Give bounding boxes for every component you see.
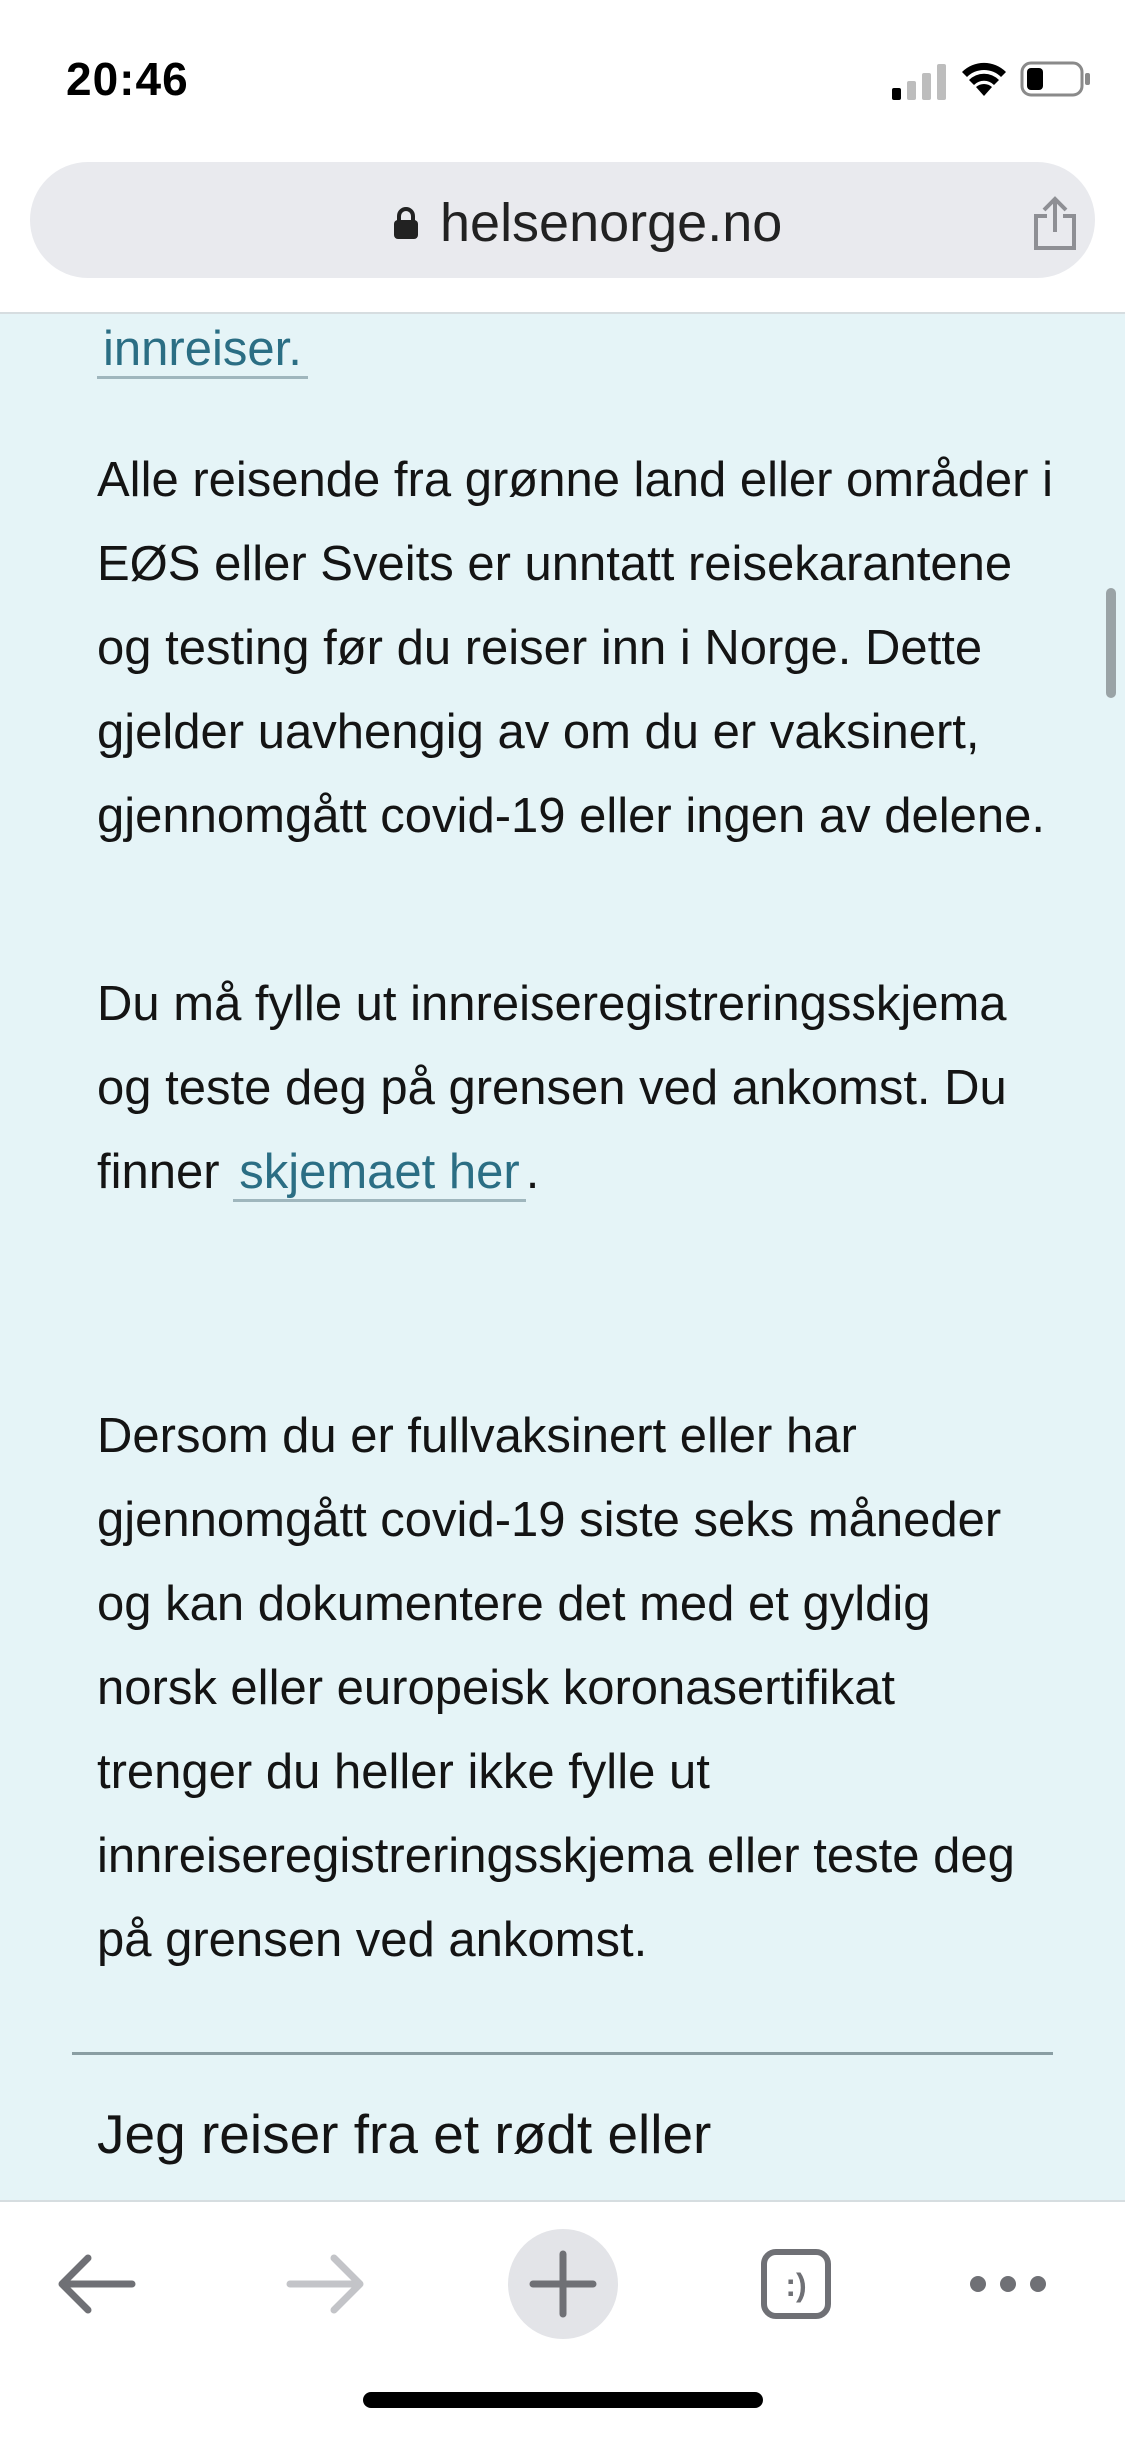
paragraph-registration-end: . <box>525 1145 540 1199</box>
form-link[interactable]: skjemaet her <box>233 1145 526 1202</box>
paragraph-registration <box>97 962 1057 1214</box>
paragraph-registration-text: Du må fylle ut innreiseregistreringsskjema og teste deg på grensen ved ankomst. Du finner <box>97 977 1007 1199</box>
address-bar[interactable] <box>30 162 1095 278</box>
forward-button[interactable] <box>266 2224 386 2344</box>
home-indicator[interactable] <box>363 2392 763 2408</box>
cellular-signal-icon <box>890 62 950 100</box>
plus-icon <box>508 2229 618 2339</box>
wifi-icon <box>960 58 1008 98</box>
back-button[interactable] <box>36 2224 156 2344</box>
new-tab-button[interactable] <box>508 2229 618 2339</box>
next-section-heading[interactable]: Jeg reiser fra et rødt eller <box>97 2103 712 2165</box>
lock-icon <box>392 206 420 240</box>
tabs-icon <box>736 2224 856 2344</box>
innreiser-link-container <box>97 314 308 384</box>
scroll-indicator[interactable] <box>1106 588 1116 698</box>
innreiser-link[interactable]: innreiser. <box>97 322 308 379</box>
url-text[interactable]: helsenorge.no <box>440 193 783 253</box>
more-button[interactable] <box>950 2224 1070 2344</box>
status-bar <box>0 0 1125 150</box>
browser-header <box>0 150 1125 314</box>
paragraph-vaccinated: Dersom du er fullvaksinert eller har gjennomgått covid-19 siste seks måneder og kan dokumentere det med et gyldig norsk eller europeisk koronasertifikat trenger du heller ikke fylle ut innreiseregistreringsskjema eller teste deg på grensen ved ankomst. <box>97 1409 1015 1967</box>
back-arrow-icon <box>36 2224 156 2344</box>
section-divider <box>72 2052 1053 2055</box>
tabs-label: :) <box>785 2267 807 2303</box>
page-content <box>0 314 1125 2200</box>
paragraph-green-countries: Alle reisende fra grønne land eller områder i EØS eller Sveits er unntatt reisekarantene og testing før du reiser inn i Norge. Dette gjelder uavhengig av om du er vaksinert, gjennomgått covid-19 eller ingen av delene. <box>97 453 1053 843</box>
share-icon[interactable] <box>1030 196 1080 252</box>
tabs-button[interactable] <box>736 2224 856 2344</box>
status-time: 20:46 <box>66 53 189 105</box>
more-icon <box>950 2224 1070 2344</box>
forward-arrow-icon <box>266 2224 386 2344</box>
battery-icon <box>1020 60 1092 98</box>
